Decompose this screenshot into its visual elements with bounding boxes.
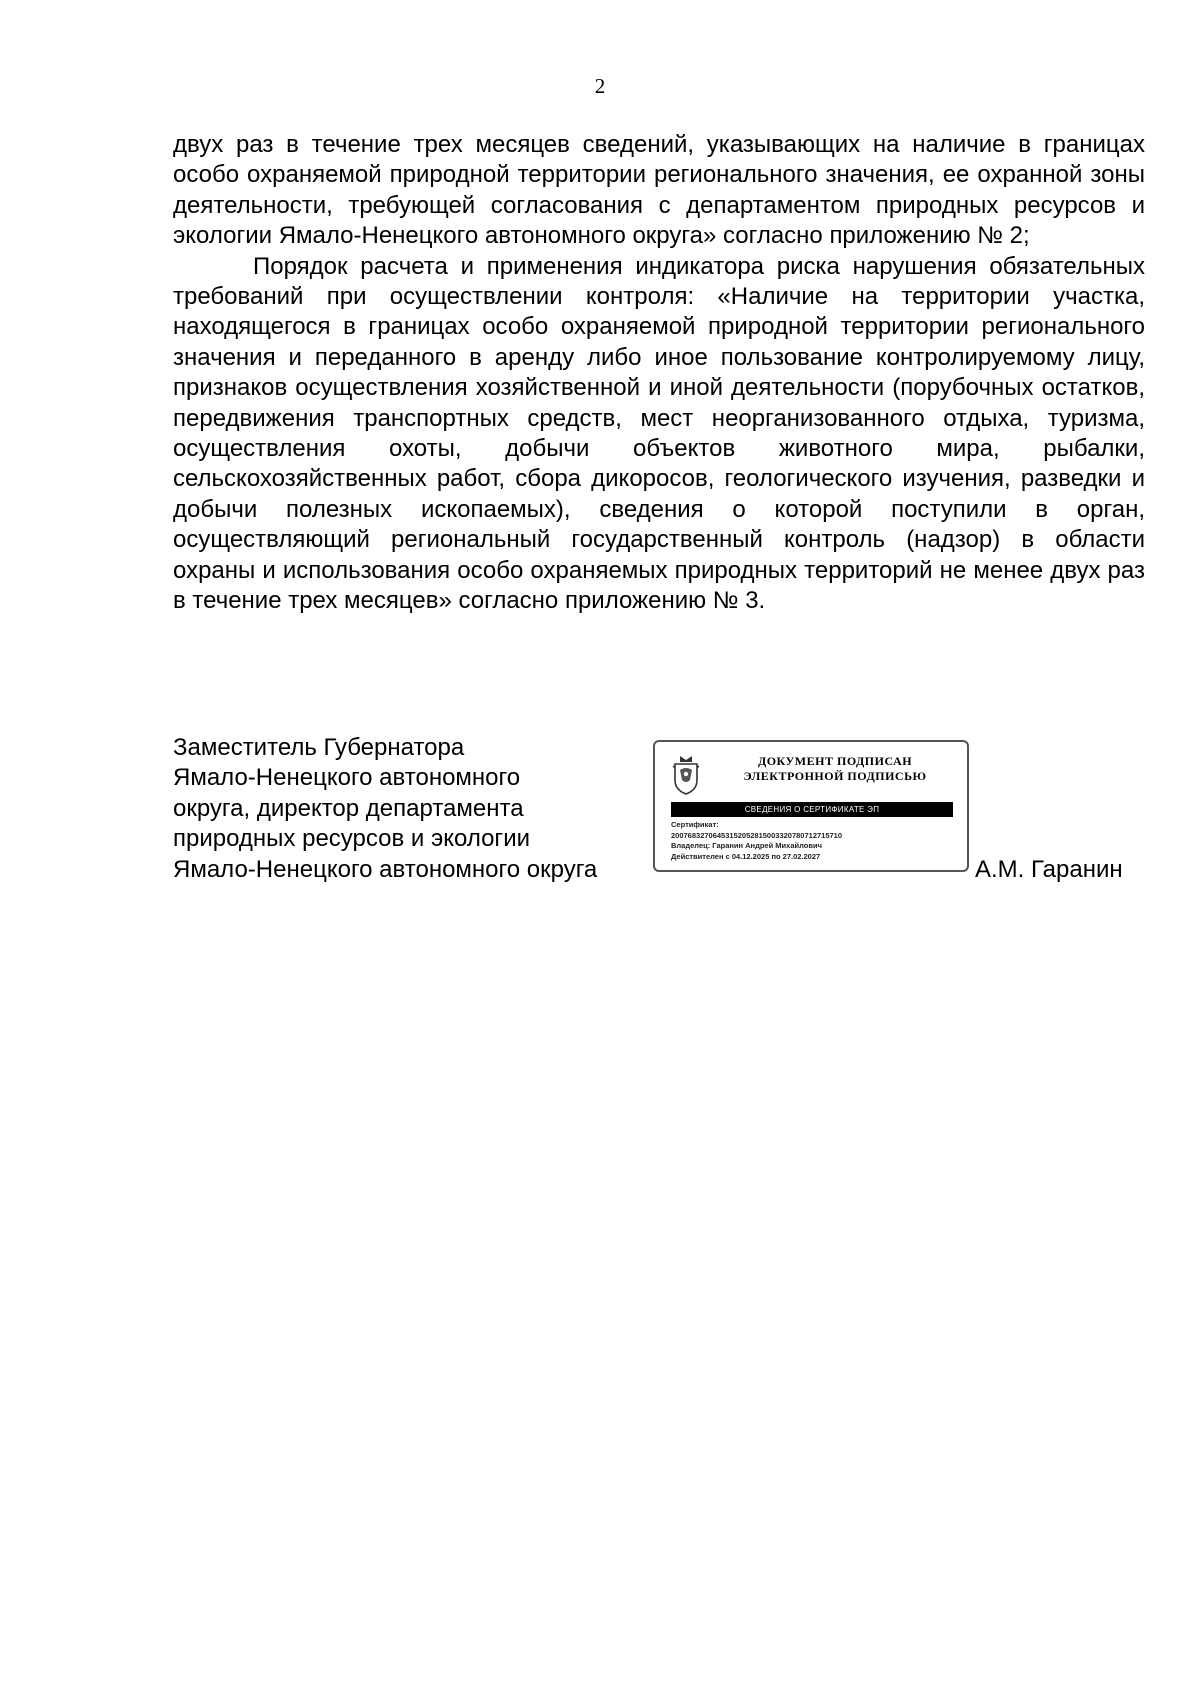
signer-title-line: Заместитель Губернатора — [173, 734, 465, 761]
paragraph-risk-indicator: Порядок расчета и применения индикатора риска нарушения обязательных требований при осуществлении контроля: «Наличие на территории участка, находящегося в границах особо охраняемой природной территории регионального значения и переданного в аренду либо иное пользование контролируемому лицу, признаков осуществления хозяйственной и иной деятельности (порубочных остатков, передвижения транспортных средств, мест неорганизованного отдыха, туризма, осуществления охоты, добычи объектов животного мира, рыбалки, сельскохозяйственных работ, сбора дикоросов, геологического изучения, разведки и добычи полезных ископаемых), сведения о которой поступили в орган, осуществляющий региональный государственный контроль (надзор) в области охраны и использования особо охраняемых природных территорий не менее двух раз в течение трех месяцев» согласно приложению № 3. — [173, 252, 1145, 615]
paragraph-continuation: двух раз в течение трех месяцев сведений, указывающих на наличие в границах особо охраняемой природной территории регионального значения, ее охранной зоны деятельности, требующей согласования с департаментом природных ресурсов и экологии Ямало-Ненецкого автономного округа» согласно приложению № 2; — [173, 131, 1145, 250]
signer-name: А.М. Гаранин — [975, 856, 1123, 883]
stamp-validity: Действителен с 04.12.2025 по 27.02.2027 — [671, 851, 821, 861]
stamp-owner: Владелец: Гаранин Андрей Михайлович — [671, 841, 822, 850]
signer-title-line: Ямало-Ненецкого автономного округа — [173, 855, 598, 883]
stamp-certificate-details — [671, 820, 953, 862]
page-number: 2 — [594, 74, 606, 98]
stamp-heading — [715, 754, 955, 784]
signer-title-line: природных ресурсов и экологии — [173, 825, 530, 853]
signer-title-line: округа, директор департамента — [173, 794, 524, 822]
stamp-certificate-bar: СВЕДЕНИЯ О СЕРТИФИКАТЕ ЭП — [671, 802, 953, 817]
stamp-heading-line: ДОКУМЕНТ ПОДПИСАН — [757, 754, 913, 768]
stamp-certificate-number: 20076832706453152052815003320780712715710 — [671, 830, 843, 840]
signer-title-line: Ямало-Ненецкого автономного — [173, 764, 521, 792]
signer-title-block — [173, 733, 653, 885]
document-body — [173, 130, 1145, 617]
regional-coat-of-arms-icon — [671, 754, 701, 796]
electronic-signature-stamp — [653, 740, 969, 872]
stamp-certificate-label: Сертификат: — [671, 820, 719, 829]
stamp-heading-line: ЭЛЕКТРОННОЙ ПОДПИСЬЮ — [743, 769, 927, 783]
